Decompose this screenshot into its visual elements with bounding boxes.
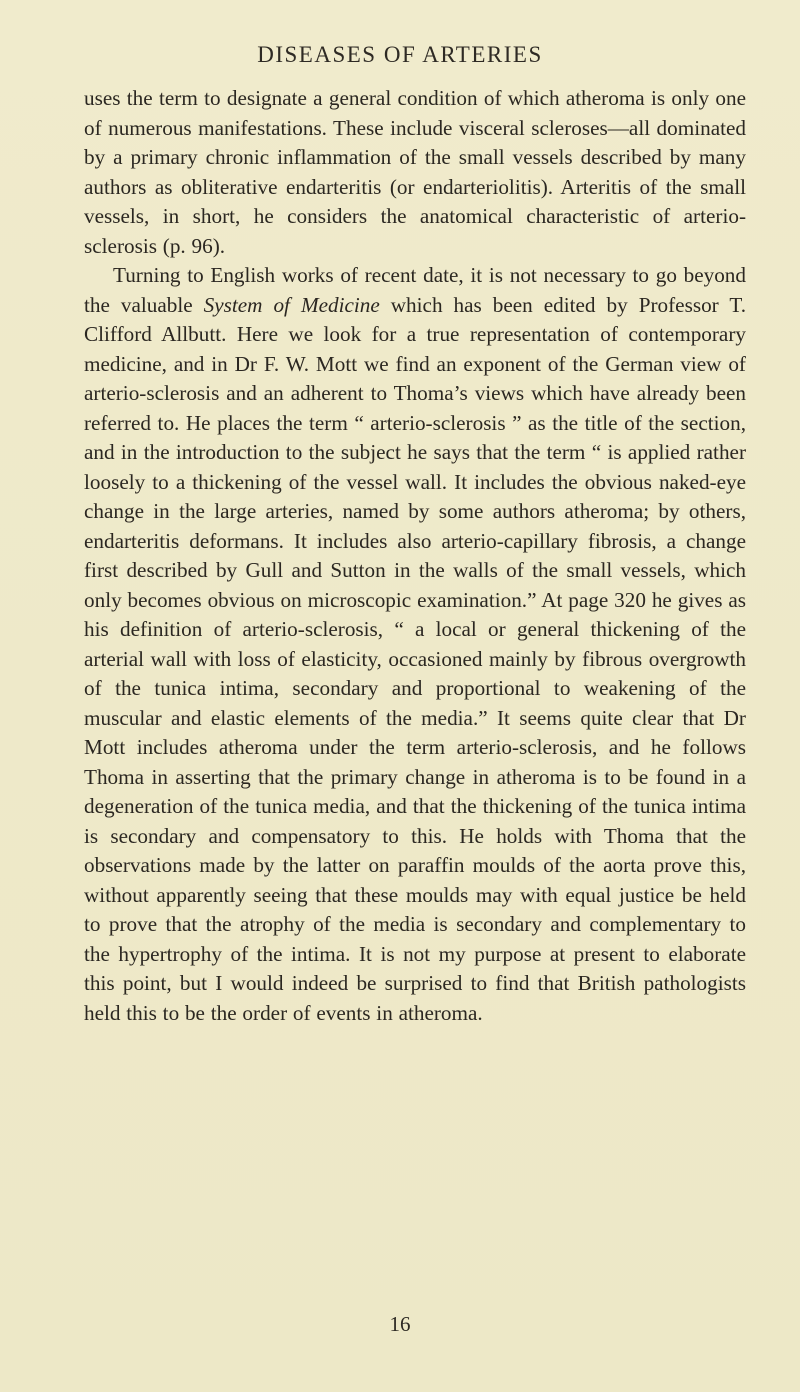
running-head: DISEASES OF ARTERIES xyxy=(257,42,543,67)
paragraph-continued: uses the term to designate a general condition of which atheroma is only one of numerous manifestations. These include visceral scleroses—all dominated by a primary chronic inflammation of the small vessels described by many authors as obliterative endarteritis (or endarteriolitis). Arteritis of the small vessels, in short, he considers the anatomical characteristic of arterio-sclerosis (p. 96). xyxy=(84,86,746,258)
paragraph-text-before-title: Turning to English works of recent date, it is not necessary to go beyond the valuable xyxy=(84,263,746,317)
book-title-italic: System of Medicine xyxy=(203,292,380,317)
page-number: 16 xyxy=(389,1312,411,1336)
paragraph-text-after-title: which has been edited by Professor T. Clifford Allbutt. Here we look for a true representation of contemporary medicine, and in Dr F. W. Mott we find an exponent of the German view of arterio-sclerosis and an adherent to Thoma’s views which have already been referred to. He places the term “ arterio-sclerosis ” as the title of the section, and in the introduction to the subject he says that the term “ is applied rather loosely to a thickening of the vessel wall. It includes the obvious naked-eye change in the large arteries, named by some authors atheroma; by others, endarteritis deformans. It includes also arterio-capillary fibrosis, a change first described by Gull and Sutton in the walls of the small vessels, which only becomes obvious on microscopic examination.” At page 320 he gives as his definition of arterio-sclerosis, “ a local or general thickening of the arterial wall with loss of elasticity, occasioned mainly by fibrous overgrowth of the tunica intima, secondary and proportional to weakening of the muscular and elastic elements of the media.” It seems quite clear that Dr Mott includes atheroma under the term arterio-sclerosis, and he follows Thoma in asserting that the primary change in atheroma is to be found in a degeneration of the tunica media, and that the thickening of the tunica intima is secondary and compensatory to this. He holds with Thoma that the observations made by the latter on paraffin moulds of the aorta prove this, without apparently seeing that these moulds may with equal justice be held to prove that the atrophy of the media is secondary and complementary to the hypertrophy of the intima. It is not my purpose at present to elaborate this point, but I would indeed be surprised to find that British pathologists held this to be the order of events in atheroma. xyxy=(84,292,746,1025)
body-text xyxy=(84,84,746,1028)
paragraph-english-works xyxy=(84,261,746,1028)
